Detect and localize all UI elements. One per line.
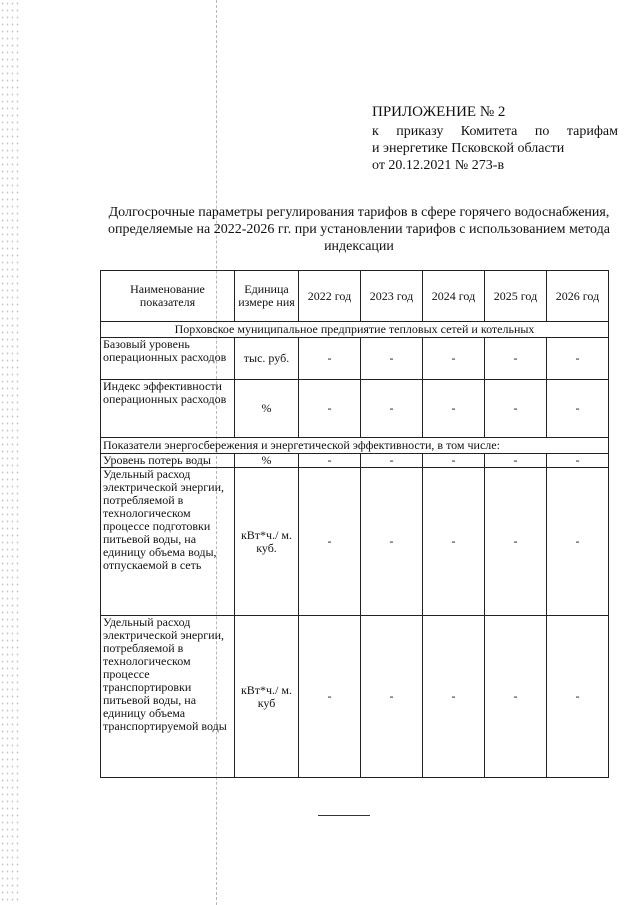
header-year-2022: 2022 год — [299, 271, 361, 322]
value-cell: - — [299, 454, 361, 468]
appendix-line-3: от 20.12.2021 № 273-в — [372, 158, 505, 173]
value-cell: - — [361, 616, 423, 778]
header-year-2025: 2025 год — [485, 271, 547, 322]
table-row — [101, 454, 609, 468]
value-cell: - — [361, 338, 423, 380]
value-cell: - — [423, 468, 485, 616]
value-cell: - — [299, 338, 361, 380]
appendix-line-2: и энергетике Псковской области — [372, 141, 565, 156]
appendix-line-1: к приказу Комитета по тарифам — [372, 124, 618, 139]
row-name: Индекс эффективности операционных расходов — [101, 380, 235, 438]
parameters-table — [100, 270, 609, 778]
row-unit: % — [235, 380, 299, 438]
value-cell: - — [423, 616, 485, 778]
section-organization: Порховское муниципальное предприятие тепловых сетей и котельных — [101, 322, 609, 338]
value-cell: - — [547, 616, 609, 778]
value-cell: - — [423, 338, 485, 380]
row-name: Уровень потерь воды — [101, 454, 235, 468]
row-unit: тыс. руб. — [235, 338, 299, 380]
row-name: Удельный расход электрической энергии, потребляемой в технологическом процессе транспортировки питьевой воды, на единицу объема транспортируемой воды — [101, 616, 235, 778]
header-year-2024: 2024 год — [423, 271, 485, 322]
row-name: Базовый уровень операционных расходов — [101, 338, 235, 380]
value-cell: - — [485, 454, 547, 468]
value-cell: - — [361, 468, 423, 616]
row-unit: кВт*ч./ м. куб — [235, 616, 299, 778]
end-divider — [318, 815, 370, 816]
value-cell: - — [485, 380, 547, 438]
section-row-organization — [101, 322, 609, 338]
value-cell: - — [299, 380, 361, 438]
value-cell: - — [361, 380, 423, 438]
header-year-2026: 2026 год — [547, 271, 609, 322]
value-cell: - — [547, 468, 609, 616]
section-energy-efficiency: Показатели энергосбережения и энергетической эффективности, в том числе: — [101, 438, 609, 454]
row-name: Удельный расход электрической энергии, потребляемой в технологическом процессе подготовки питьевой воды, на единицу объема воды, отпускаемой в сеть — [101, 468, 235, 616]
header-year-2023: 2023 год — [361, 271, 423, 322]
table-row — [101, 468, 609, 616]
value-cell: - — [423, 380, 485, 438]
value-cell: - — [547, 454, 609, 468]
value-cell: - — [299, 616, 361, 778]
table-header-row — [101, 271, 609, 322]
header-indicator-name: Наименование показателя — [101, 271, 235, 322]
value-cell: - — [547, 380, 609, 438]
value-cell: - — [485, 468, 547, 616]
section-row-energy — [101, 438, 609, 454]
scan-edge-artifact — [0, 0, 20, 905]
value-cell: - — [485, 616, 547, 778]
appendix-block — [372, 104, 618, 174]
table-row — [101, 338, 609, 380]
value-cell: - — [547, 338, 609, 380]
table-row — [101, 616, 609, 778]
appendix-heading: ПРИЛОЖЕНИЕ № 2 — [372, 104, 506, 120]
value-cell: - — [485, 338, 547, 380]
value-cell: - — [361, 454, 423, 468]
row-unit: % — [235, 454, 299, 468]
row-unit: кВт*ч./ м. куб. — [235, 468, 299, 616]
value-cell: - — [299, 468, 361, 616]
header-unit: Единица измере ния — [235, 271, 299, 322]
table-row — [101, 380, 609, 438]
document-title: Долгосрочные параметры регулирования тарифов в сфере горячего водоснабжения, определяемые на 2022-2026 гг. при установлении тарифов с использованием метода индексации — [108, 205, 610, 254]
value-cell: - — [423, 454, 485, 468]
